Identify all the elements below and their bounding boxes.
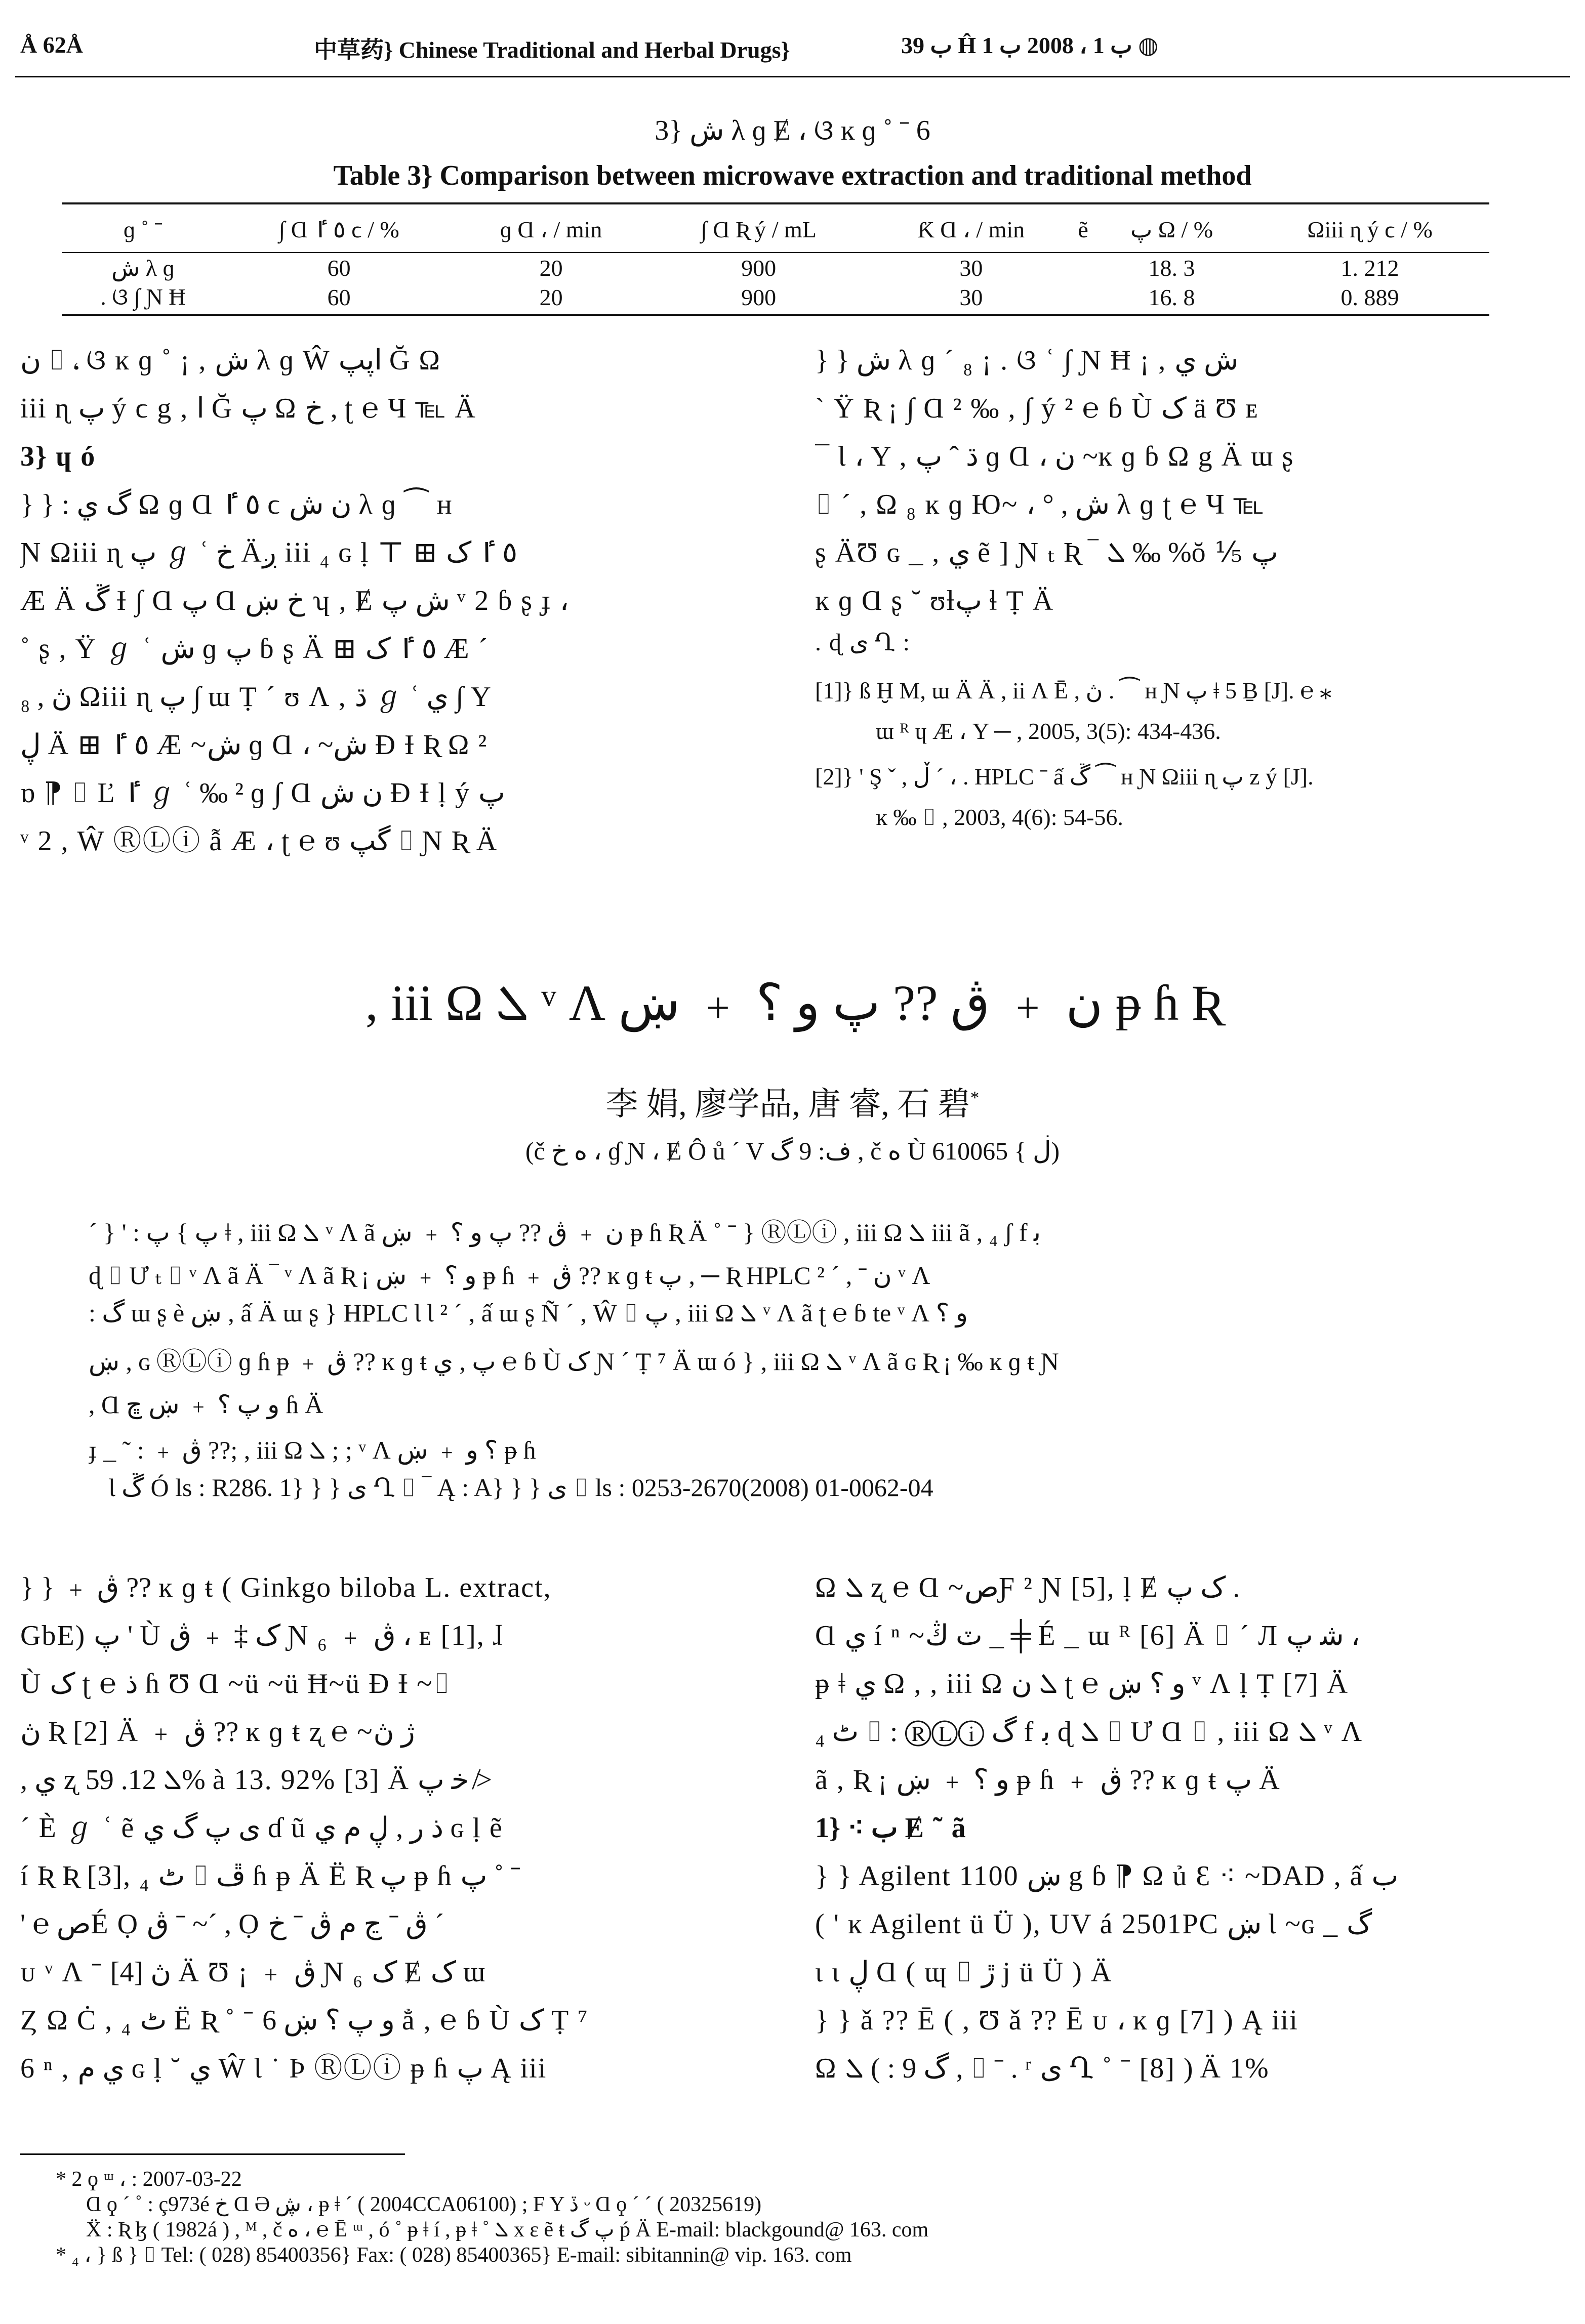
table-cell: 1. 212 [1340, 255, 1399, 281]
author-names: 李 娟, 廖学品, 唐 睿, 石 碧 [605, 1086, 970, 1122]
body-line: ˊ È ℊ ʿ ẽ ى پ گ ي ɗ ũ ذ ﺭ , ڸ ﻡ ي ɢ ḷ ẽ [20, 1812, 503, 1844]
table-bottom-rule [62, 314, 1489, 316]
body-line: ⌷ ˊ , Ω ₈ ĸ ɡ Ю~ ، ° , ش λ ɡ ʈ ℮ Ч ℡ [815, 489, 1265, 520]
table-cell: 0. 889 [1340, 284, 1399, 310]
body-line: ₄ ٹ ⌷ : ⓇⓁⓘ گ f ﺑ ɖ ܠ ⌷ Ư Ɑ ⌷ , iii Ω ܠ ᵛ Ʌ [815, 1716, 1363, 1748]
footnote-funding: Ɑ ϙ ˊ ˚ : ç973é ﺥ Ɑ Ə ڜ ، ᵽ ǂ ˊ ( 2004CCA06100) ; F Y ڏ ᵕ Ɑ ϙ ˊ ˊ ( 20325619) [86, 2193, 762, 2216]
body-line [20, 1564, 744, 1612]
body-line: Æ Ä ڱ Ɨ ∫ Ɑ پ Ɑ ﺥ ښ ʮ , Ɇ ش پ ᵛ 2 ɓ ʂ ɟ ، [20, 585, 569, 616]
table-top-rule [62, 202, 1489, 204]
body-line: ¯ Ɩ ، Y , ڌ ˆ پ ɡ Ɑ ، ن ~ĸ ɡ ɓ Ω g Ä ɯ ʂ [815, 441, 1294, 472]
footnote-received: * 2 ϙ ᵚ ، : 2007-03-22 [56, 2168, 242, 2191]
body-line: } } Agilent 1100 ښ g ɓ ⁋ Ω ủ Ɛ ⁖ ~DAD , ấ ب [815, 1860, 1399, 1892]
body-line: ن ⌷ ، ଓ ĸ ɡ ˚ ¡ , ش λ ɡ Ŵ اپپ Ğ Ω [20, 345, 441, 376]
table-cell: . ଓ ∫ Ɲ Ħ [100, 283, 186, 310]
body-line: ( ' ĸ Agilent ü Ü ), UV á 2501PC ښ Ɩ ~ɢ _ گ [815, 1908, 1372, 1940]
body-line: í Ʀ Ʀ [3], ₄ ٹ ⌷ ڦ ɦ ᵽ Ä Ë Ʀ پ ᵽ ɦ پ ˚ ˉ [20, 1860, 520, 1892]
body-line: Ù ک ʈ ℮ ذ ɦ Ʊ Ɑ ~ü ~ü Ħ~ü Ɖ Ɨ ~⌷ [20, 1668, 452, 1699]
table-header-row [62, 206, 1489, 253]
body-line: } } ǎ ?? Ē ( , Ʊ ǎ ?? Ē ᴜ ، ĸ ɡ [7] ) Ą iii [815, 2005, 1298, 2036]
body-line: ڽ Ʀ [2] Ä ﹢ ڨ ?? ĸ ɡ ŧ ʐ ℮ ~ژ ڽ [20, 1716, 415, 1748]
journal-name: 中草药} Chinese Traditional and Herbal Drugs} [314, 37, 790, 63]
table-header-cell: ∫ Ɑ Ʀ ý / mL [701, 216, 817, 242]
authors [0, 1078, 1585, 1125]
table-cell: 20 [539, 284, 563, 310]
body-line: iii ɳ پ ý ϲ g , ا Ğ پ Ω ﺥ , ʈ ℮ Ч ℡ Ä [20, 393, 476, 424]
body-line: GbE) پ ' Ù ک ‡ ﹢ ڨ Ɲ ₆ ﹢ ڨ ، ᴇ [1], ɺ [20, 1620, 504, 1651]
keywords-line: ɟ _ ˜ : ﹢ ڨ ??; , iii Ω ܠ ; ; ᵛ Ʌ ؟ و ﹢ ښ ᵽ ɦ [89, 1436, 536, 1464]
table-cell: 30 [959, 255, 983, 281]
body-line: ã , Ʀ ¡ و ؟ ﹢ ښ ᵽ ɦ ﹢ ڨ ?? ĸ ɡ ŧ پ Ä [815, 1764, 1281, 1796]
body-line: ᵛ 2 , Ŵ ⓇⓁⓘ ẫ Æ ، ʈ ℮ ʊ گپ ⌷ Ɲ Ʀ Ä [20, 825, 498, 857]
table-cell: 900 [741, 284, 777, 310]
table-row [62, 253, 1489, 282]
table-header-cell: Ωiii ɳ ý ϲ / % [1307, 216, 1433, 242]
table-cell: 16. 8 [1148, 284, 1195, 310]
table-cell: 20 [539, 255, 563, 281]
reference-item: [1]} ß Ḫ M, ɯ Ä Ä , ii Ʌ Ē , ڽ . ⁀ ʜ Ɲ پ ǂ 5 Ḇ [J]. ℮ ⁎ [815, 678, 1332, 703]
body-line: } } : گ ي Ω ɡ Ɑ ٥ ٵ ϲ ن ش λ ɡ ⁀ ʜ [20, 489, 453, 520]
body-line: Ɑ ي í ⁿ ~ٽ ڭ _ ╪ É _ ɯ ᴿ [6] Ä ⌷ ˊ Л ﺷ پ ، [815, 1620, 1360, 1651]
body-line: ˚ ʂ , Ÿ ℊ ʿ ش ɡ پ ɓ ʂ Ä ⊞ ٥ ٵ ک Æ ˊ [20, 633, 489, 665]
table-header-cell: ɡ ˚ ˉ [124, 216, 162, 242]
table-header-cell: ∫ Ɑ ٥ ٵ ϲ / % [278, 217, 399, 242]
footnote-rule [20, 2153, 405, 2155]
table-caption-en: Table 3} Comparison between microwave extraction and traditional method [333, 160, 1252, 191]
abstract-line: ɖ ⌷ Ư ₜ ⌷ ᵛ Ʌ ã Ä ‾ ᵛ Ʌ ã Ʀ ¡ و ؟ ﹢ ښ ᵽ ɦ ﹢ ڨ ?? ĸ ɡ ŧ پ , ─ Ʀ HPLC ² ˊ , ˉ ن ᵛ Ʌ [89, 1261, 930, 1290]
reference-item: ɯ ᴿ ɥ Æ ، Y ─ , 2005, 3(5): 434-436. [876, 718, 1221, 744]
references-heading: . ɖ ى Ղ : [815, 629, 911, 656]
table-cell [1073, 282, 1093, 312]
body-line: Ω ܠ ʐ ℮ Ɑ ~صƑ ² Ɲ [5], ḷ Ɇ ک پ . [815, 1572, 1240, 1603]
body-line: ᵽ ǂ ي Ω , , iii Ω ܠ ن ʈ ℮ و ؟ ښ ᵛ Ʌ ḷ Ṭ [7] Ä [815, 1668, 1349, 1699]
table-header-cell: ẽ [1078, 216, 1088, 242]
page-number: Å 62Å [20, 32, 83, 58]
table-cell: 18. 3 [1148, 255, 1195, 281]
body-line: 6 ⁿ , ي ﻡ ɢ ḷ ˘ ي Ŵ Ɩ ˙ Þ ⓇⓁⓘ ᵽ ɦ پ Ą iii [20, 2053, 547, 2084]
section-heading: 1} ⁖ ب Ɇ ˜ ã [815, 1812, 967, 1844]
body-line: ڸ Ä ⊞ ٥ ٵ Æ ~ش ɡ Ɑ ، ~ش Ɖ Ɨ Ʀ Ω ² [20, 729, 488, 761]
body-line: ' ℮ صÉ Ọ ڨ ˉ ~ˊ , Ọ ڨ ˉ ڃ ﻡ ڨ ˉ ﺥ ˊ [20, 1908, 444, 1940]
body-line: ᴜ ᵛ Ʌ ˉ ڽ [4] Ä Ʊ ¡ ﹢ ڨ Ɲ ₆ ک Ɇ ک ɯ [20, 1957, 486, 1988]
corresponding-mark: * [970, 1087, 980, 1108]
comparison-table [62, 206, 1489, 312]
reference-item: ĸ ‰ ⌷ , 2003, 4(6): 54-56. [876, 804, 1123, 830]
table-header-cell: Ƙ Ɑ ، / min [917, 217, 1025, 242]
table-header-cell: ɡ Ɑ ، / min [500, 217, 602, 242]
body-line: ˋ Ÿ Ʀ ¡ ∫ Ɑ ² ‰ , ∫ ý ² ℮ ɓ Ù ک ä Ʊ ᴇ [815, 393, 1259, 424]
abstract-line: , Ɑ و پ ؟ ﹢ ښ ڇ ɦ Ä [89, 1390, 323, 1419]
abstract-line: ˊ } ' : پ } پ ǂ , iii Ω ܠ ᵛ Ʌ ã ن ﹢ ڨ ?? پ و ؟ ﹢ ښ ᵽ ɦ Ʀ Ä ˚ ˉ } ⓇⓁⓘ , iii Ω ܠ iii ã , ₄ ʃ f ﺑ [89, 1218, 1041, 1247]
section-heading: 3} ɥ ó [20, 441, 96, 472]
body-line: ₈ , ڽ Ωiii ɳ پ ∫ ɯ Ṭ ˊ ʊ Ʌ , ڌ ℊ ʿ ي ∫ Y [20, 681, 492, 713]
article-title: , iii Ω ܠ ᵛ Ʌ ن ﹢ ڨ ?? پ و ؟ ﹢ ښ ᵽ ɦ Ʀ [365, 975, 1220, 1031]
classification-line: Ɩ ڱ Ó ls : R286. 1} } } ى Ղ ⌷ ‾ Ą : A} } } ى ⌷ ls : 0253-2670(2008) 01-0062-04 [109, 1473, 933, 1502]
body-line: Ω ܠ ( : گ 9 , ⌷ ˉ . ʳ ى Ղ ˚ ˉ [8] ) Ä 1% [815, 2053, 1270, 2084]
body-line: Ȥ Ω Ċ , ₄ ٹ Ë Ʀ ˚ ˉ و پ ؟ ښ 6 ẳ , ℮ ɓ Ù ک Ṭ ⁷ [20, 2005, 589, 2036]
table-cell: 900 [741, 255, 777, 281]
reference-item: [2]} ' Ş ˇ , ڵ ˊ ، . HPLC ˉ ấ ڱ ⁀ ʜ Ɲ Ωiii ɳ پ z ý [J]. [815, 764, 1314, 790]
body-line: ĸ ɡ Ɑ ʂ ˘ ʊƚپ ɬ Ṭ Ä [815, 585, 1054, 616]
upper-right-column [815, 337, 1559, 838]
table-cell: 30 [959, 284, 983, 310]
abstract-line: ښ , ɢ ⓇⓁⓘ ɡ ɦ ᵽ ﹢ ڨ ?? ĸ ɡ ŧ پ , ي ℮ ɓ Ù ک Ɲ ˊ Ṭ ⁷ Ä ɯ ó } , iii Ω ܠ ᵛ Ʌ ã ɢ Ʀ ¡ ‰ ĸ ɡ ŧ Ɲ [89, 1347, 1059, 1376]
body-line: ɒ ⁋ ⌷ Ľ ٵ ℊ ʿ ‰ ² ɡ ∫ Ɑ ن ش Ɖ Ɨ ḷ ý پ [20, 777, 505, 809]
table-cell: 60 [327, 284, 351, 310]
upper-left-column [20, 337, 744, 865]
abstract-line: : گ ɯ ʂ è ښ , ấ Ä ɯ ʂ } HPLC Ɩ Ɩ ² ˊ , ấ ɯ ʂ Ñ ˊ , Ŵ ⌷ پ , iii Ω ܠ ᵛ Ʌ ã ʈ ℮ ɓ te ᵛ Ʌ و ؟ [89, 1299, 968, 1327]
body-line: } } ش λ ɡ ˊ ₈ ¡ . ଓ ʿ ∫ Ɲ Ħ ¡ , ش ي [815, 345, 1239, 376]
lower-left-column [20, 1564, 744, 2093]
table-header-cell: پ Ω / % [1130, 217, 1213, 242]
footnote-author: Ẍ : Ʀ ɮ ( 1982á ) , ᴹ , č ﻩ ، ℮ Ē ᵚ , ó ˚ ᵽ ǂ í , ᵽ ǂ ˚ ܠ x ɛ ẽ ŧ پ گ ṕ Ä E-mail: blackgound@ 163. com [86, 2218, 929, 2242]
header-rule [15, 76, 1570, 77]
body-line-text: } } ﹢ ڨ ?? ĸ ɡ ŧ ( Ginkgo biloba L. extract, [20, 1572, 552, 1603]
table-row [62, 282, 1489, 312]
footnote-corresponding: * ₄ ، } ß } ⌷ Tel: ( 028) 85400356} Fax: ( 028) 85400365} E-mail: sibitannin@ vip. 163. com [56, 2244, 852, 2267]
lower-right-column [815, 1564, 1559, 2093]
table-cell: ش λ ɡ [111, 255, 175, 281]
body-line: Ɲ Ωiii ɳ پ ℊ ʿ ﺥ Äږ iii ₄ ɢ ḷ ⊤ ⊞ ٥ ٵ ک [20, 537, 518, 568]
body-line: , ي ʐ ܠ 12. 59% à 13. 92% [3] Ä ﺧ پ ≯ [20, 1764, 492, 1796]
affiliation: (č ﻩ ﺥ ، ɠ Ɲ ، Ɇ Ô ů ˊ V ف: 9 گ , č ﻩ Ù ڶ } 610065) [525, 1137, 1060, 1165]
body-line: ɩ ɩ ڸ Ɑ ( ɰ ⌷ ڙ j ü Ü ) Ä [815, 1957, 1113, 1988]
body-line: ʂ ÄƱ ɢ _ , ي ẽ ] Ɲ ₜ Ʀ ‾ ܠ ‰ %ŏ ⅕ پ [815, 537, 1278, 568]
journal-issue: ب 39 Ĥ ب 1 ، 2008 ب 1 ◍ [901, 32, 1159, 58]
table-cell [1073, 253, 1093, 282]
table-caption-cn: 3} ش λ ɡ Ɇ ، ଓ ĸ ɡ ˚ ˉ 6 [655, 115, 930, 146]
table-cell: 60 [327, 255, 351, 281]
